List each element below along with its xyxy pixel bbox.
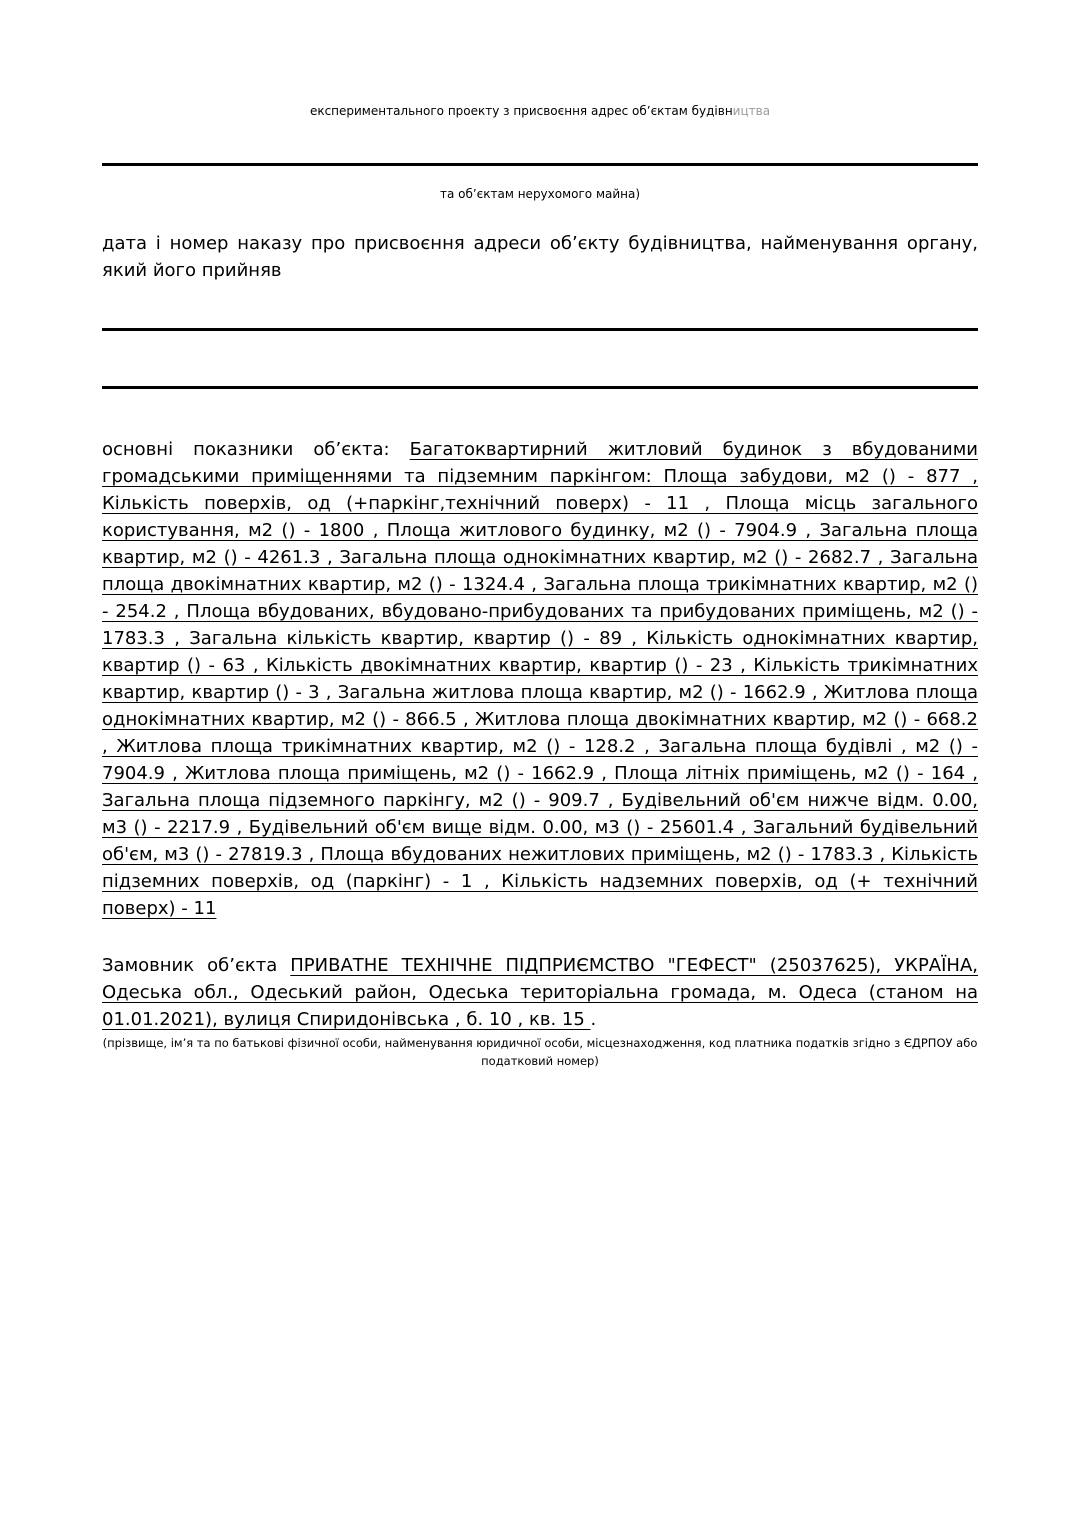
header-caption-bottom: та об’єктам нерухомого майна): [439, 187, 641, 201]
customer-label: Замовник об’єкта: [102, 955, 291, 976]
indicators-value: Багатоквартирний житловий будинок з вбудованими громадськими приміщеннями та підземним паркінгом: Площа забудови, м2 () - 877 , Кількість поверхів, од (+паркінг,технічний поверх) - 11 , Площа місць загального користування, м2 () - 1800 , Площа житлового будинку, м2 () - 7904.9 , Загальна площа квартир, м2 () - 4261.3 , Загальна площа однокімнатних квартир, м2 () - 2682.7 , Загальна площа двокімнатних квартир, м2 () - 1324.4 , Загальна площа трикімнатних квартир, м2 () - 254.2 , Площа вбудованих, вбудовано-прибудованих та прибудованих приміщень, м2 () - 1783.3 , Загальна кількість квартир, квартир () - 89 , Кількість однокімнатних квартир, квартир () - 63 , Кількість двокімнатних квартир, квартир () - 23 , Кількість трикімнатних квартир, квартир () - 3 , Загальна житлова площа квартир, м2 () - 1662.9 , Житлова площа однокімнатних квартир, м2 () - 866.5 , Житлова площа двокімнатних квартир, м2 () - 668.2 , Житлова площа трикімнатних квартир, м2 () - 128.2 , Загальна площа будівлі , м2 () - 7904.9 , Житлова площа приміщень, м2 () - 1662.9 , Площа літніх приміщень, м2 () - 164 , Загальна площа підземного паркінгу, м2 () - 909.7 , Будівельний об'єм нижче відм. 0.00, м3 () - 2217.9 , Будівельний об'єм вище відм. 0.00, м3 () - 25601.4 , Загальний будівельний об'єм, м3 () - 27819.3 , Площа вбудованих нежитлових приміщень, м2 () - 1783.3 , Кількість підземних поверхів, од (паркінг) - 1 , Кількість надземних поверхів, од (+ технічний поверх) - 11: [102, 439, 978, 919]
order-label: дата і номер наказу про присвоєння адреси об’єкту будівництва, найменування органу, який його прийняв: [102, 233, 978, 281]
header-caption-top-main: експериментального проекту з присвоєння адрес об’єктам будівн: [309, 104, 733, 118]
indicators-paragraph: [102, 436, 978, 922]
order-blank-line-1: [102, 328, 978, 331]
customer-paragraph: [102, 952, 978, 1033]
header-rule: [102, 163, 978, 166]
customer-end: .: [590, 1009, 597, 1030]
order-blank-line-2: [102, 386, 978, 389]
header-caption-top: [102, 103, 978, 119]
header-caption-top-faded: ицтва: [732, 104, 771, 118]
customer-footnote: (прізвище, ім’я та по батькові фізичної особи, найменування юридичної особи, місцезнаходження, код платника податків згідно з ЄДРПОУ або податковий номер): [102, 1036, 978, 1068]
customer-value: ПРИВАТНЕ ТЕХНІЧНЕ ПІДПРИЄМСТВО "ГЕФЕСТ" (25037625), УКРАЇНА, Одеська обл., Одеський район, Одеська територіальна громада, м. Одеса (станом на 01.01.2021), вулиця Спиридонівська , б. 10 , кв. 15: [102, 955, 979, 1030]
indicators-label: основні показники об’єкта:: [102, 439, 410, 460]
